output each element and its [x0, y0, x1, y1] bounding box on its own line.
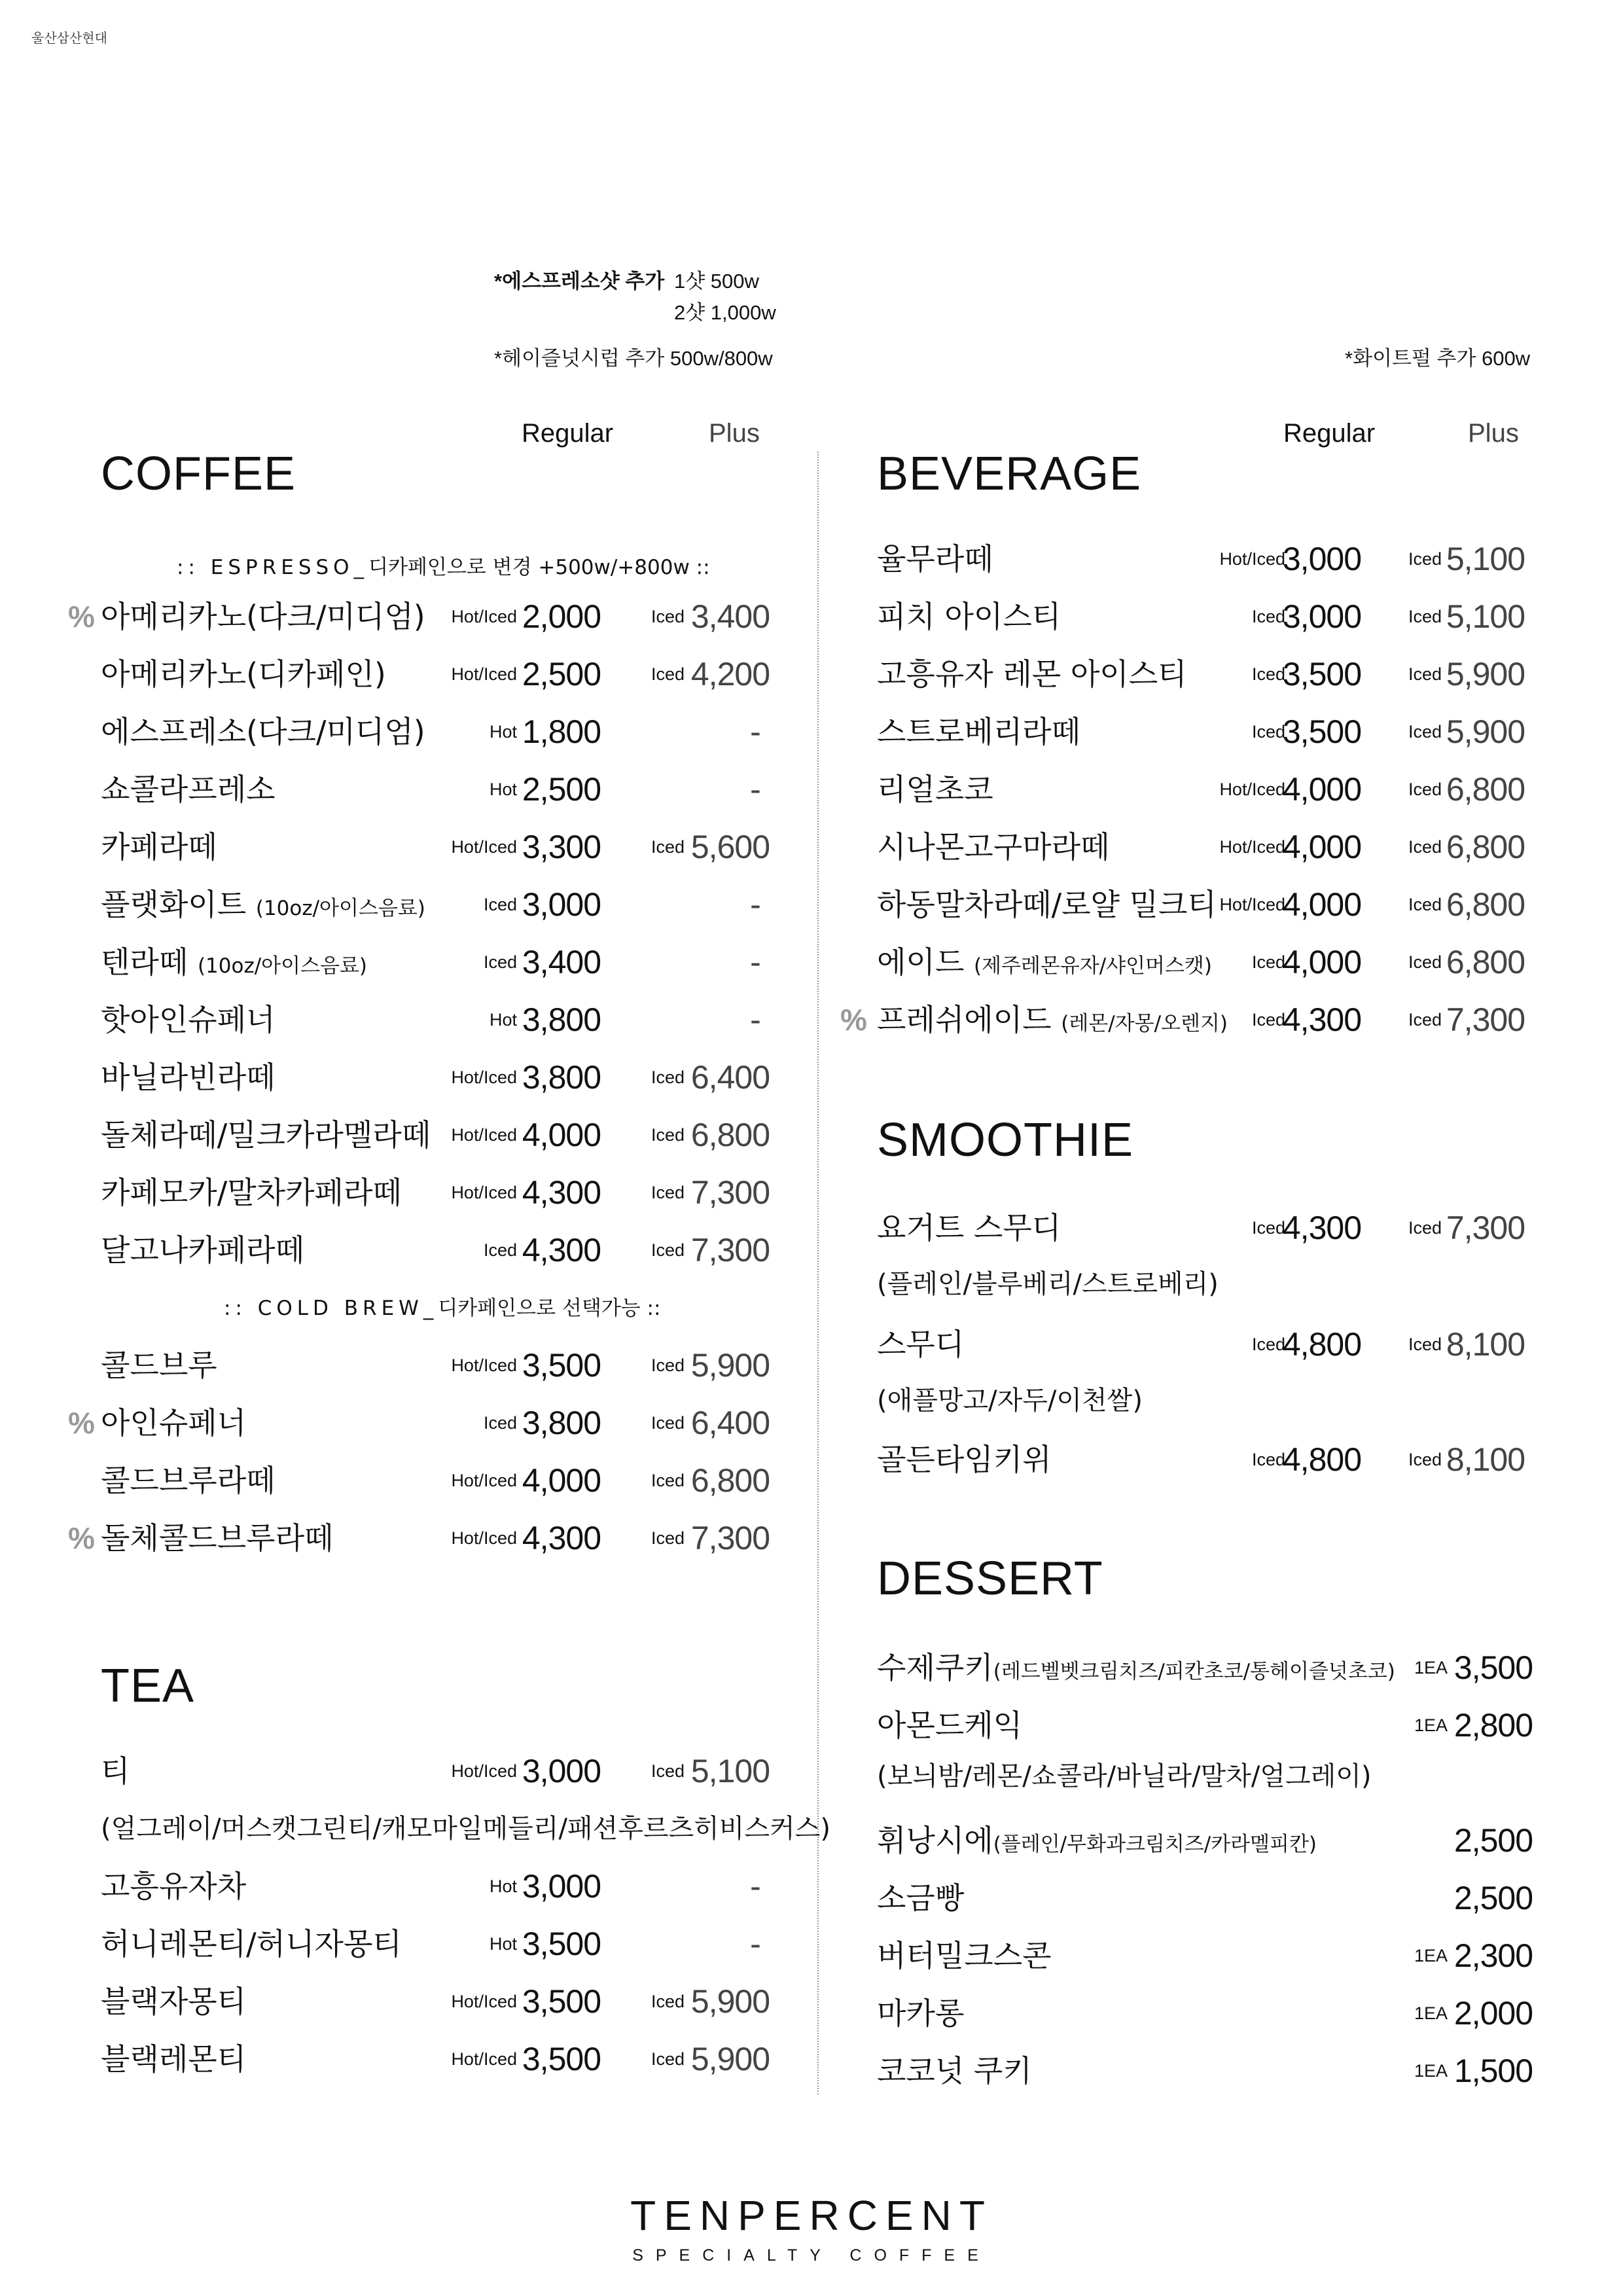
regular-size-tag: Hot/Iced — [451, 607, 517, 626]
plus-size-tag: Iced — [651, 2049, 685, 2069]
dessert-item-row — [0, 1648, 1623, 1687]
tea-item-row — [0, 1751, 1623, 1791]
regular-price: 4,300 — [522, 1232, 601, 1268]
regular-price: 4,000 — [1282, 771, 1361, 808]
beverage-item-row — [0, 770, 1623, 809]
item-name-note: (레몬/자몽/오렌지) — [1061, 1012, 1228, 1035]
item-name-text: 요거트 스무디 — [877, 1210, 1061, 1246]
cold-brew-item-row — [0, 1403, 1623, 1443]
plus-price: 7,300 — [690, 1174, 770, 1211]
plus-price: - — [750, 886, 760, 923]
smoothie-item-row — [0, 1325, 1623, 1364]
regular-size-tag: Iced — [483, 952, 517, 972]
item-name — [877, 1440, 1052, 1479]
regular-size-tag: Iced — [1251, 607, 1285, 626]
plus-price: 7,300 — [690, 1232, 770, 1268]
smoothie-item-row — [0, 1440, 1623, 1479]
regular-size-tag: Hot — [489, 1876, 517, 1896]
plus-size-tag: Iced — [651, 1355, 685, 1375]
item-name — [101, 1058, 276, 1097]
regular-price: 4,000 — [1282, 886, 1361, 923]
plus-size-tag: Iced — [1408, 837, 1442, 857]
regular-price: 3,800 — [522, 1059, 601, 1096]
item-name-text: 바닐라빈라떼 — [101, 1060, 276, 1095]
item-name-text: 달고나카페라떼 — [101, 1232, 305, 1268]
plus-size-tag: Iced — [651, 1992, 685, 2011]
item-name-text: 에이드 — [877, 944, 965, 980]
plus-price: 5,100 — [1446, 541, 1525, 577]
coffee-item-row — [0, 1058, 1623, 1097]
beverage-item-row — [0, 539, 1623, 579]
plus-price: 7,300 — [690, 1520, 770, 1556]
beverage-item-row — [0, 1000, 1623, 1039]
beverage-plus-header: Plus — [1468, 419, 1519, 448]
percent-badge-icon: % — [68, 600, 95, 634]
plus-price: 5,100 — [1446, 598, 1525, 635]
regular-size-tag: Hot/Iced — [451, 1355, 517, 1375]
espresso-shot-2: 2샷 1,000w — [674, 301, 776, 324]
white-pearl-note: *화이트펄 추가 600w — [1345, 347, 1531, 370]
plus-price: - — [750, 771, 760, 808]
regular-price: 3,500 — [522, 1347, 601, 1384]
plus-price: 6,800 — [1446, 829, 1525, 865]
plus-size-tag: Iced — [1408, 952, 1442, 972]
regular-size-tag: Hot/Iced — [451, 1067, 517, 1087]
item-name-text: 골든타임키위 — [877, 1442, 1052, 1477]
regular-price: 3,500 — [522, 2041, 601, 2077]
item-name — [101, 1751, 130, 1791]
plus-price: 7,300 — [1446, 1001, 1525, 1038]
percent-badge-icon: % — [68, 1521, 95, 1555]
plus-size-tag: Iced — [1408, 607, 1442, 626]
regular-size-tag: Hot/Iced — [1219, 895, 1285, 914]
regular-size-tag: Hot/Iced — [451, 1992, 517, 2011]
plus-price: 4,200 — [690, 656, 770, 692]
item-name — [877, 1821, 1317, 1864]
plus-price: - — [750, 1868, 760, 1905]
plus-size-tag: Iced — [1408, 1010, 1442, 1030]
item-name — [877, 1706, 1022, 1745]
item-name — [877, 712, 1080, 751]
smoothie-options: (애플망고/자두/이천쌀) — [877, 1386, 1143, 1416]
item-name — [877, 827, 1110, 867]
item-name-note: (제주레몬유자/샤인머스캣) — [973, 954, 1212, 978]
plus-size-tag: Iced — [651, 1471, 685, 1490]
item-name-text: 고흥유자 레몬 아이스티 — [877, 656, 1187, 692]
regular-size-tag: Hot — [489, 722, 517, 742]
item-name-note: (플레인/무화과크림치즈/카라멜피칸) — [993, 1833, 1317, 1856]
hazelnut-syrup-note: *헤이즐넛시럽 추가 500w/800w — [494, 347, 773, 370]
item-name — [877, 1994, 964, 2033]
plus-price: 3,400 — [690, 598, 770, 635]
cold-brew-sub-ko: 디카페인으로 선택가능 :: — [438, 1297, 661, 1320]
coffee-title: COFFEE — [101, 448, 296, 500]
item-name-text: 율무라떼 — [877, 541, 993, 577]
item-name-text: 플랫화이트 — [101, 887, 247, 922]
espresso-shot-note — [494, 271, 664, 291]
item-name — [877, 770, 993, 809]
plus-price: - — [750, 713, 760, 750]
regular-price: 4,300 — [522, 1174, 601, 1211]
coffee-regular-header: Regular — [522, 419, 614, 448]
regular-size-tag: Iced — [1251, 1450, 1285, 1469]
item-name-text: 아메리카노(다크/미디엄) — [101, 599, 425, 634]
item-name — [877, 1936, 1052, 1975]
beverage-item-row — [0, 885, 1623, 924]
plus-price: 6,400 — [690, 1405, 770, 1441]
regular-size-tag: Hot — [489, 780, 517, 799]
plus-price: - — [750, 1001, 760, 1038]
item-name — [101, 1403, 246, 1443]
regular-price: 3,000 — [522, 886, 601, 923]
item-name-text: 돌체라떼/밀크카라멜라떼 — [101, 1117, 431, 1153]
item-name-text: 버터밀크스콘 — [877, 1938, 1052, 1973]
regular-price: 2,500 — [522, 771, 601, 808]
regular-size-tag: Hot/Iced — [451, 664, 517, 684]
item-name-text: 스트로베리라떼 — [877, 714, 1081, 749]
plus-price: 8,100 — [1446, 1326, 1525, 1363]
regular-size-tag: Iced — [1251, 952, 1285, 972]
item-name-text: 블랙레몬티 — [101, 2041, 247, 2077]
dessert-item-row — [0, 1706, 1623, 1745]
item-name — [877, 1208, 1061, 1247]
regular-size-tag: Iced — [483, 1413, 517, 1433]
regular-price: 3,000 — [1282, 541, 1361, 577]
item-name — [877, 1648, 1395, 1691]
almond-cake-options: (보늬밤/레몬/쇼콜라/바닐라/말차/얼그레이) — [877, 1761, 1372, 1791]
item-name — [877, 1000, 1228, 1043]
regular-price: 4,800 — [1282, 1441, 1361, 1478]
plus-price: 5,600 — [690, 829, 770, 865]
item-name-text: 아인슈페너 — [101, 1405, 247, 1441]
regular-size-tag: Iced — [1251, 722, 1285, 742]
dessert-item-row — [0, 2051, 1623, 2090]
unit-tag: 1EA — [1414, 2003, 1448, 2023]
item-name-text: 티 — [101, 1753, 130, 1789]
item-name-text: 카페라떼 — [101, 829, 217, 865]
regular-size-tag: Iced — [483, 1240, 517, 1260]
item-name — [877, 1325, 964, 1364]
beverage-item-row — [0, 827, 1623, 867]
regular-price: 3,000 — [522, 1868, 601, 1905]
regular-price: 3,800 — [522, 1001, 601, 1038]
plus-size-tag: Iced — [1408, 895, 1442, 914]
plus-size-tag: Iced — [651, 664, 685, 684]
regular-price: 3,500 — [1282, 656, 1361, 692]
plus-price: - — [750, 944, 760, 980]
regular-size-tag: Hot/Iced — [451, 1471, 517, 1490]
item-name-text: 에스프레소(다크/미디엄) — [101, 714, 425, 749]
regular-price: 4,000 — [1282, 944, 1361, 980]
dessert-price: 2,500 — [1454, 1822, 1533, 1859]
plus-price: 7,300 — [1446, 1210, 1525, 1246]
regular-size-tag: Hot/Iced — [451, 1183, 517, 1202]
percent-badge-icon: % — [68, 1406, 95, 1440]
brand-name: TENPERCENT — [630, 2192, 993, 2239]
unit-tag: 1EA — [1414, 1715, 1448, 1735]
plus-size-tag: Iced — [1408, 549, 1442, 569]
regular-price: 3,300 — [522, 829, 601, 865]
regular-size-tag: Hot/Iced — [451, 1761, 517, 1781]
regular-size-tag: Hot/Iced — [451, 1528, 517, 1548]
regular-price: 3,000 — [522, 1753, 601, 1789]
item-name-text: 돌체콜드브루라떼 — [101, 1520, 334, 1556]
item-name-text: 하동말차라떼/로얄 밀크티 — [877, 887, 1217, 922]
regular-price: 3,500 — [522, 1983, 601, 2020]
item-name-text: 콜드브루 — [101, 1348, 217, 1383]
item-name-text: 허니레몬티/허니자몽티 — [101, 1926, 402, 1962]
item-name-text: 마카롱 — [877, 1996, 965, 2031]
plus-price: 5,900 — [690, 1983, 770, 2020]
regular-size-tag: Hot/Iced — [1219, 780, 1285, 799]
plus-size-tag: Iced — [651, 1067, 685, 1087]
plus-size-tag: Iced — [1408, 1450, 1442, 1469]
item-name-text: 리얼초코 — [877, 772, 993, 807]
item-name — [101, 1115, 431, 1155]
beverage-item-row — [0, 655, 1623, 694]
dessert-item-row — [0, 1994, 1623, 2033]
regular-size-tag: Hot/Iced — [1219, 549, 1285, 569]
brand-tagline: SPECIALTY COFFEE — [632, 2246, 991, 2265]
regular-price: 4,800 — [1282, 1326, 1361, 1363]
cold-brew-item-row — [0, 1518, 1623, 1558]
percent-badge-icon: % — [840, 1003, 867, 1037]
espresso-shot-1: 1샷 500w — [674, 270, 759, 293]
regular-price: 4,000 — [522, 1117, 601, 1153]
regular-size-tag: Hot/Iced — [451, 1125, 517, 1145]
unit-tag: 1EA — [1414, 1658, 1448, 1677]
regular-price: 4,300 — [1282, 1210, 1361, 1246]
item-name-text: 피치 아이스티 — [877, 599, 1061, 634]
plus-price: 6,800 — [1446, 944, 1525, 980]
regular-size-tag: Iced — [1251, 664, 1285, 684]
smoothie-item-row — [0, 1208, 1623, 1247]
plus-size-tag: Iced — [651, 1413, 685, 1433]
plus-price: 5,900 — [690, 2041, 770, 2077]
tea-options: (얼그레이/머스캣그린티/캐모마일메들리/패션후르츠히비스커스) — [101, 1814, 830, 1844]
item-name-text: 핫아인슈페너 — [101, 1002, 276, 1037]
regular-price: 1,800 — [522, 713, 601, 750]
regular-size-tag: Iced — [483, 895, 517, 914]
plus-price: 5,900 — [1446, 713, 1525, 750]
item-name — [877, 2051, 1032, 2090]
dessert-price: 2,800 — [1454, 1707, 1533, 1744]
tea-title: TEA — [101, 1660, 195, 1712]
plus-size-tag: Iced — [1408, 664, 1442, 684]
item-name-text: 수제쿠키 — [877, 1650, 993, 1685]
plus-size-tag: Iced — [1408, 1218, 1442, 1238]
regular-size-tag: Iced — [1251, 1218, 1285, 1238]
item-name-text: 시나몬고구마라떼 — [877, 829, 1110, 865]
item-name-text: 아메리카노(디카페인) — [101, 656, 386, 692]
coffee-item-row — [0, 1115, 1623, 1155]
unit-tag: 1EA — [1414, 1946, 1448, 1965]
regular-price: 4,300 — [1282, 1001, 1361, 1038]
regular-size-tag: Hot — [489, 1934, 517, 1954]
regular-size-tag: Hot/Iced — [451, 2049, 517, 2069]
dessert-price: 2,300 — [1454, 1937, 1533, 1974]
item-name-note: (레드벨벳크림치즈/피칸초코/통헤이즐넛초코) — [993, 1660, 1395, 1683]
regular-price: 3,500 — [1282, 713, 1361, 750]
dessert-title: DESSERT — [877, 1552, 1103, 1605]
plus-price: 6,800 — [690, 1117, 770, 1153]
regular-price: 4,300 — [522, 1520, 601, 1556]
plus-price: 6,400 — [690, 1059, 770, 1096]
item-name-text: 아몬드케익 — [877, 1708, 1023, 1743]
item-name-text: 소금빵 — [877, 1880, 965, 1916]
item-name-text: 고흥유자차 — [101, 1869, 247, 1904]
regular-price: 4,000 — [522, 1462, 601, 1499]
regular-price: 3,000 — [1282, 598, 1361, 635]
plus-price: - — [750, 1926, 760, 1962]
beverage-title: BEVERAGE — [877, 448, 1142, 500]
item-name — [877, 597, 1061, 636]
regular-size-tag: Iced — [1251, 1335, 1285, 1354]
dessert-price: 1,500 — [1454, 2053, 1533, 2089]
item-name-note: (10oz/아이스음료) — [197, 954, 367, 978]
coffee-item-row — [0, 1173, 1623, 1212]
espresso-sub-suffix: +500w/+800w :: — [531, 556, 710, 579]
plus-size-tag: Iced — [651, 1528, 685, 1548]
dessert-price: 2,500 — [1454, 1880, 1533, 1916]
plus-size-tag: Iced — [1408, 780, 1442, 799]
regular-price: 2,000 — [522, 598, 601, 635]
plus-price: 8,100 — [1446, 1441, 1525, 1478]
item-name — [877, 539, 993, 579]
item-name — [877, 1878, 964, 1918]
coffee-plus-header: Plus — [709, 419, 760, 448]
espresso-shot-label: *에스프레소샷 추가 — [494, 270, 665, 293]
item-name-text: 스무디 — [877, 1327, 965, 1362]
plus-size-tag: Iced — [651, 607, 685, 626]
espresso-sub-ko: 디카페인으로 변경 — [368, 556, 532, 579]
regular-size-tag: Iced — [1251, 1010, 1285, 1030]
beverage-regular-header: Regular — [1283, 419, 1376, 448]
plus-size-tag: Iced — [651, 1183, 685, 1202]
item-name-note: (10oz/아이스음료) — [255, 897, 425, 920]
plus-price: 6,800 — [690, 1462, 770, 1499]
item-name-text: 카페모카/말차카페라떼 — [101, 1175, 402, 1210]
cold-brew-subheader — [224, 1299, 660, 1319]
dessert-price: 3,500 — [1454, 1649, 1533, 1686]
regular-size-tag: Hot/Iced — [451, 837, 517, 857]
regular-price: 3,800 — [522, 1405, 601, 1441]
plus-price: 5,100 — [690, 1753, 770, 1789]
smoothie-title: SMOOTHIE — [877, 1114, 1134, 1166]
plus-size-tag: Iced — [651, 837, 685, 857]
plus-price: 5,900 — [690, 1347, 770, 1384]
item-name-text: 코코넛 쿠키 — [877, 2053, 1032, 2089]
plus-size-tag: Iced — [1408, 1335, 1442, 1354]
item-name — [877, 655, 1187, 694]
regular-size-tag: Hot — [489, 1010, 517, 1030]
dessert-item-row — [0, 1936, 1623, 1975]
dessert-price: 2,000 — [1454, 1995, 1533, 2032]
regular-price: 3,500 — [522, 1926, 601, 1962]
unit-tag: 1EA — [1414, 2061, 1448, 2081]
beverage-item-row — [0, 942, 1623, 982]
item-name-text: 콜드브루라떼 — [101, 1463, 276, 1498]
plus-size-tag: Iced — [651, 1761, 685, 1781]
regular-price: 4,000 — [1282, 829, 1361, 865]
dessert-item-row — [0, 1878, 1623, 1918]
plus-size-tag: Iced — [651, 1125, 685, 1145]
plus-price: 5,900 — [1446, 656, 1525, 692]
store-name: 울산삼산현대 — [31, 30, 107, 46]
item-name — [877, 942, 1212, 986]
item-name — [101, 1173, 402, 1212]
cold-brew-sub-prefix: :: COLD BREW_ — [224, 1297, 438, 1320]
plus-price: 6,800 — [1446, 771, 1525, 808]
regular-price: 3,400 — [522, 944, 601, 980]
espresso-sub-prefix: :: ESPRESSO_ — [177, 556, 369, 579]
item-name-text: 프레쉬에이드 — [877, 1002, 1052, 1037]
item-name-text: 블랙자몽티 — [101, 1984, 247, 2019]
item-name-text: 쇼콜라프레소 — [101, 772, 276, 807]
item-name — [877, 885, 1217, 924]
beverage-item-row — [0, 597, 1623, 636]
smoothie-options: (플레인/블루베리/스트로베리) — [877, 1269, 1219, 1299]
item-name — [101, 1518, 334, 1558]
regular-price: 2,500 — [522, 656, 601, 692]
plus-price: 6,800 — [1446, 886, 1525, 923]
plus-size-tag: Iced — [651, 1240, 685, 1260]
regular-size-tag: Hot/Iced — [1219, 837, 1285, 857]
item-name-text: 텐라떼 — [101, 944, 188, 980]
beverage-item-row — [0, 712, 1623, 751]
plus-size-tag: Iced — [1408, 722, 1442, 742]
item-name-text: 휘낭시에 — [877, 1823, 993, 1858]
